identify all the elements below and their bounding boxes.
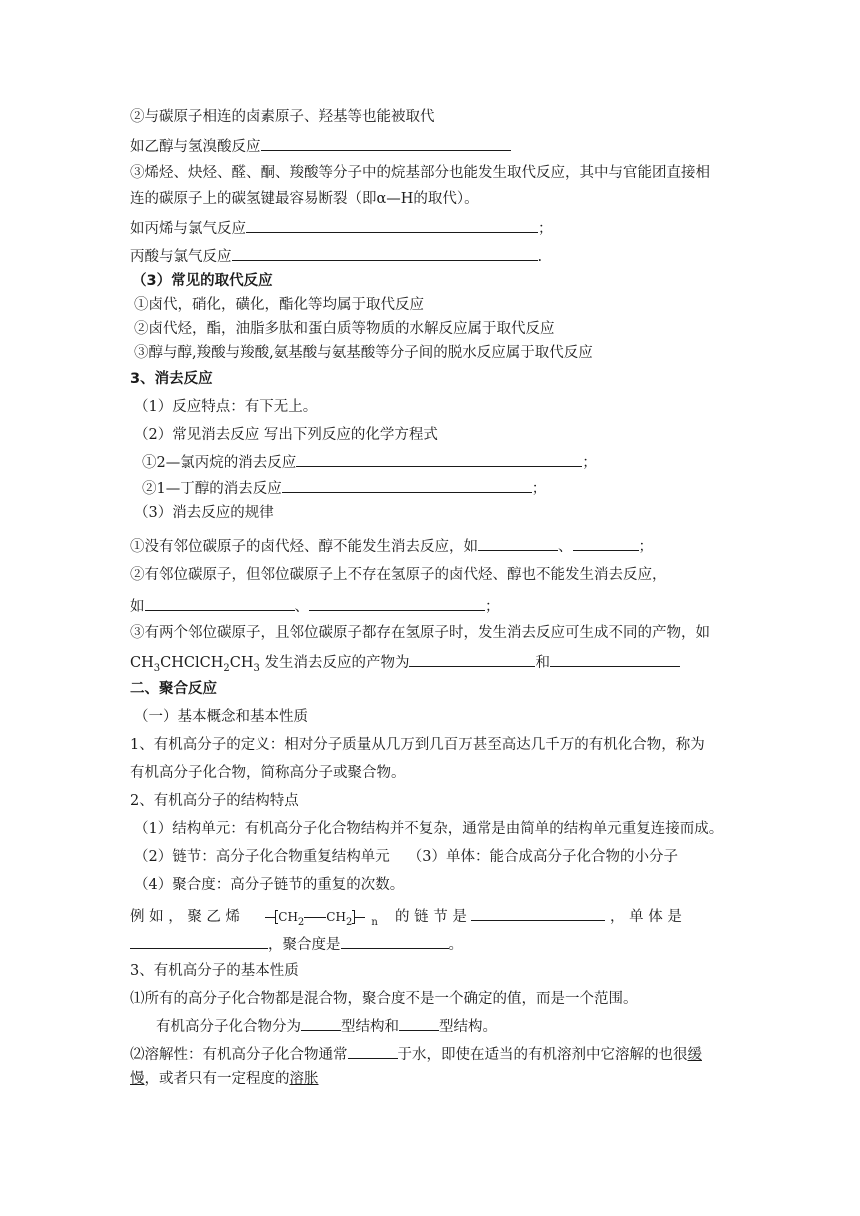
- answer-blank[interactable]: [348, 1042, 398, 1059]
- question-prompt: ①没有邻位碳原子的卤代烃、醇不能发生消去反应，如: [130, 539, 478, 555]
- heading-text: （3）常见的取代反应: [132, 273, 273, 289]
- definition-text: 有机高分子化合物，简称高分子或聚合物。: [130, 765, 406, 781]
- punct: ；: [531, 481, 547, 497]
- question-prompt: 发生消去反应的产物为: [259, 655, 410, 671]
- answer-blank[interactable]: [246, 216, 538, 233]
- text-line: [130, 622, 710, 644]
- question-prompt: 型结构。: [439, 1019, 497, 1035]
- section-heading: [132, 270, 273, 292]
- list-item: （1）结构单元：有机高分子化合物结构并不复杂，通常是由简单的结构单元重复连接而成。: [134, 821, 724, 837]
- answer-blank[interactable]: [232, 244, 538, 261]
- text-line: [134, 424, 438, 446]
- punct: 、: [558, 539, 573, 555]
- rule-halogen-hydroxyl: ②与碳原子相连的卤素原子、羟基等也能被取代: [130, 109, 435, 125]
- text-line: [134, 502, 274, 524]
- text-line: [130, 188, 479, 210]
- heading-text: 3、消去反应: [130, 371, 213, 387]
- punct: ；: [582, 455, 597, 471]
- text-line: [142, 476, 546, 500]
- text-line: [130, 932, 463, 956]
- answer-blank[interactable]: [282, 476, 532, 493]
- list-item: ②卤代烃，酯，油脂多肽和蛋白质等物质的水解反应属于取代反应: [134, 321, 555, 337]
- answer-blank[interactable]: [309, 594, 485, 611]
- section-heading: [130, 678, 217, 700]
- list-item: （2）常见消去反应 写出下列反应的化学方程式: [134, 427, 438, 443]
- section-heading: [130, 368, 213, 390]
- heading-text: 二、聚合反应: [130, 681, 217, 697]
- text-line: [134, 318, 555, 340]
- answer-blank[interactable]: [130, 932, 268, 949]
- text-line: [134, 706, 308, 728]
- text-line: [130, 244, 542, 268]
- question-prompt: 有机高分子化合物分为: [156, 1019, 301, 1035]
- text-line: [130, 1068, 319, 1090]
- question-prompt: ①2—氯丙烷的消去反应: [142, 455, 297, 471]
- formula-part: CHClCH: [160, 655, 224, 671]
- subscript: 2: [223, 662, 230, 674]
- text-line: [130, 564, 667, 586]
- answer-blank[interactable]: [550, 650, 680, 667]
- question-prompt: ②1—丁醇的消去反应: [142, 481, 282, 497]
- answer-blank[interactable]: [399, 1014, 439, 1031]
- list-item: （4）聚合度：高分子链节的重复的次数。: [134, 877, 405, 893]
- text-line: [130, 904, 682, 928]
- punct: 、: [294, 599, 309, 615]
- alpha-h-rule: ③烯烃、炔烃、醛、酮、羧酸等分子中的烷基部分也能发生取代反应，其中与官能团直接相: [130, 165, 710, 181]
- example-prompt: ， 单 体 是: [610, 909, 682, 925]
- polyethylene-formula: [265, 906, 378, 928]
- answer-blank[interactable]: [145, 594, 295, 611]
- subscript: 3: [153, 662, 161, 674]
- property-text: ，或者只有一定程度的: [144, 1071, 290, 1087]
- formula-part: CH: [278, 910, 298, 924]
- punct: ；: [485, 599, 500, 615]
- text-line: [130, 960, 299, 982]
- list-item: （2）链节：高分子化合物重复结构单元: [134, 849, 390, 865]
- text-line: [130, 534, 653, 558]
- text-line: [134, 874, 404, 896]
- text-line: [130, 162, 710, 184]
- answer-blank[interactable]: [296, 450, 582, 467]
- text-line: [142, 450, 597, 474]
- answer-blank[interactable]: [478, 534, 558, 551]
- underlined-term: 慢: [130, 1071, 145, 1087]
- question-prompt: 型结构和: [341, 1019, 399, 1035]
- text-line: [130, 762, 406, 784]
- punct: ；: [538, 221, 553, 237]
- answer-blank[interactable]: [471, 904, 605, 921]
- connector: 和: [535, 655, 550, 671]
- underlined-term: 缓: [687, 1047, 702, 1063]
- subheading: （一）基本概念和基本性质: [134, 709, 308, 725]
- property-text: ⑴所有的高分子化合物都是混合物，聚合度不是一个确定的值，而是一个范围。: [130, 991, 638, 1007]
- text-line: [130, 1042, 702, 1066]
- subscript: 3: [253, 662, 260, 674]
- definition-text: 1、有机高分子的定义：相对分子质量从几万到几百万甚至高达几千万的有机化合物，称为: [130, 737, 705, 753]
- text-line: [134, 846, 678, 868]
- formula-part: CH: [229, 655, 254, 671]
- answer-blank[interactable]: [573, 534, 639, 551]
- list-item: （1）反应特点：有下无上。: [134, 399, 318, 415]
- ethanol-hbr-prompt: 如乙醇与氢溴酸反应: [130, 139, 261, 155]
- subheading: 3、有机高分子的基本性质: [130, 963, 299, 979]
- subscript: n: [371, 916, 378, 928]
- text-line: [130, 594, 500, 618]
- formula-part: CH: [130, 655, 154, 671]
- punct: 。: [448, 937, 463, 953]
- text-line: [130, 988, 638, 1010]
- question-prompt: ⑵溶解性：有机高分子化合物通常: [130, 1047, 348, 1063]
- text-line: [134, 818, 723, 840]
- example-prompt: 的 链 节 是: [395, 909, 467, 925]
- text-line: [130, 216, 553, 240]
- text-line: [134, 342, 593, 364]
- answer-blank[interactable]: [301, 1014, 341, 1031]
- text-line: [130, 734, 705, 756]
- answer-blank[interactable]: [409, 650, 535, 667]
- text-line: [130, 134, 511, 158]
- punct: ；: [638, 539, 653, 555]
- example-prompt: 例 如 ， 聚 乙 烯: [130, 909, 241, 925]
- text-line: [130, 106, 435, 128]
- propanoic-cl2-prompt: 丙酸与氯气反应: [130, 249, 232, 265]
- formula: [130, 655, 260, 674]
- list-item: ③醇与醇,羧酸与羧酸,氨基酸与氨基酸等分子间的脱水反应属于取代反应: [134, 345, 593, 361]
- punct: .: [537, 249, 543, 265]
- answer-blank[interactable]: [341, 932, 449, 949]
- subscript: 2: [297, 916, 305, 928]
- text-line: [130, 790, 299, 812]
- text-line: [134, 396, 317, 418]
- underlined-term: 溶胀: [289, 1071, 319, 1087]
- subscript: 2: [345, 916, 353, 928]
- alpha-h-rule-cont: 连的碳原子上的碳氢键最容易断裂（即α—H的取代）。: [130, 191, 479, 207]
- list-item: （3）消去反应的规律: [134, 505, 274, 521]
- formula-part: CH: [326, 910, 346, 924]
- rule-text: ③有两个邻位碳原子，且邻位碳原子都存在氢原子时，发生消去反应可生成不同的产物，如: [130, 625, 710, 641]
- text-line: [156, 1014, 497, 1038]
- subheading: 2、有机高分子的结构特点: [130, 793, 299, 809]
- list-item: （3）单体：能合成高分子化合物的小分子: [407, 849, 678, 865]
- question-prompt: 如: [130, 599, 145, 615]
- list-item: ①卤代，硝化，磺化，酯化等均属于取代反应: [134, 297, 424, 313]
- answer-blank[interactable]: [261, 134, 511, 151]
- rule-text: ②有邻位碳原子，但邻位碳原子上不存在氢原子的卤代烃、醇也不能发生消去反应，: [130, 567, 667, 583]
- text-line: [130, 650, 680, 674]
- example-prompt: ，聚合度是: [268, 937, 341, 953]
- text-line: [134, 294, 424, 316]
- property-text: 于水，即使在适当的有机溶剂中它溶解的也很: [397, 1047, 688, 1063]
- propene-cl2-prompt: 如丙烯与氯气反应: [130, 221, 246, 237]
